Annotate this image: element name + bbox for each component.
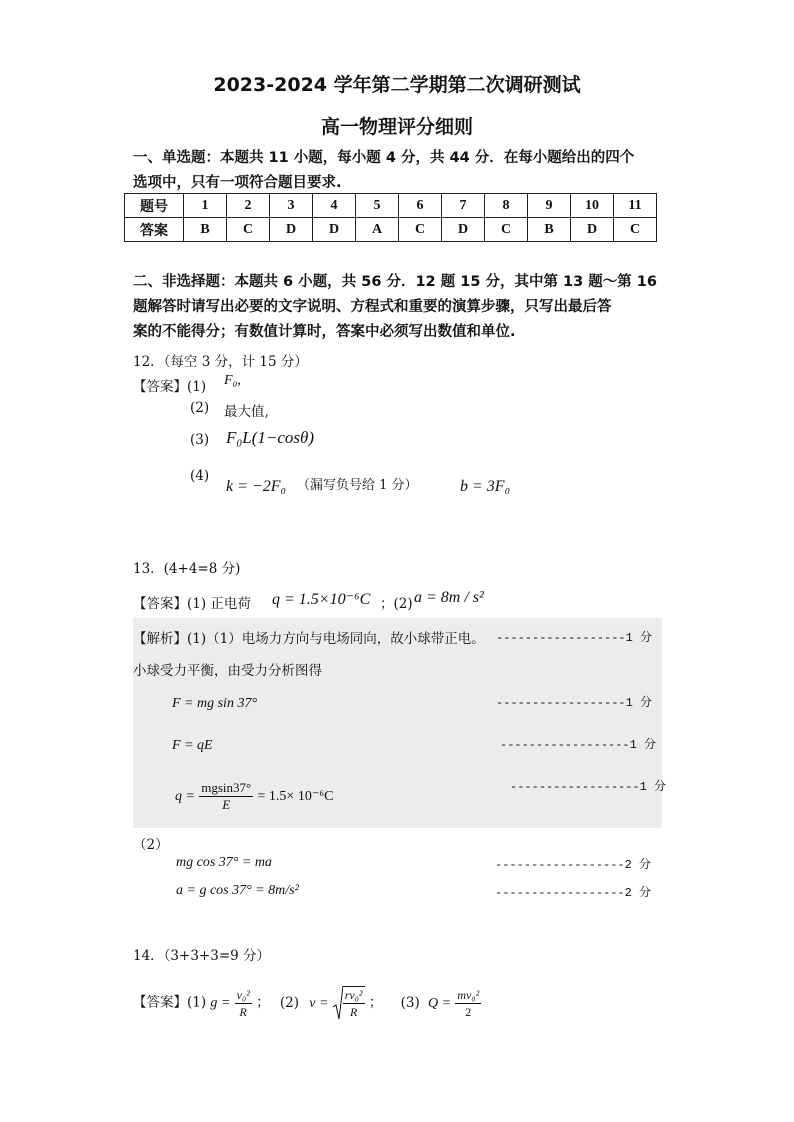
q13-eq3-left: q = [175,789,195,804]
q13-eq3-right: = 1.5× 10⁻⁶C [257,789,334,804]
q14-heading: 14．（3+3+3=9 分） [133,948,271,964]
table-cell: 10 [571,194,614,218]
q12-note: （漏写负号给 1 分） [297,478,418,493]
section2-line2: 题解答时请写出必要的文字说明、方程式和重要的演算步骤，只写出最后答 [133,299,612,315]
q14-v-fraction [343,986,365,1020]
table-cell: 8 [485,194,528,218]
q13-answer-1: q = 1.5×10⁻⁶C [272,591,371,608]
q13-eq3-fraction [199,780,253,813]
q14-Q-denominator: 2 [465,1004,472,1019]
table-head-number: 题号 [125,194,184,218]
q14-v-denominator: R [349,1005,358,1019]
q12-num-4: (4) [190,468,210,484]
table-cell: C [614,218,657,242]
table-cell: 6 [399,194,442,218]
q13-score-eq4: ------------------2 分 [495,858,652,872]
table-cell: 3 [270,194,313,218]
q14-Q-left: Q = [428,995,452,1011]
q12-heading: 12．（每空 3 分，计 15 分） [133,354,308,370]
q13-score-1: ------------------1 分 [496,631,653,645]
q12-num-3: (3) [190,432,210,448]
table-cell: D [571,218,614,242]
q13-eq3 [175,780,333,813]
q14-g-denominator: R [239,1004,247,1019]
q13-score-eq2: ------------------1 分 [500,738,657,752]
exam-subtitle: 高一物理评分细则 [320,116,473,138]
table-cell: B [528,218,571,242]
table-head-answer: 答案 [125,218,184,242]
q13-sep: ；(2) [380,596,413,612]
q13-answer-label: 【答案】(1) 正电荷 [133,596,251,612]
table-cell: D [313,218,356,242]
q14-g-fraction [235,987,252,1020]
table-cell: D [270,218,313,242]
sqrt-icon [333,985,343,1021]
section1-line2: 选项中，只有一项符合题目要求. [133,175,342,191]
q12-answer-label: 【答案】(1) [133,379,207,395]
table-cell: 4 [313,194,356,218]
q12-answer-2: 最大值, [224,404,269,420]
q12-answer-k: k = −2F₀ [226,478,287,495]
table-cell: B [184,218,227,242]
table-cell: A [356,218,399,242]
section1-instructions [133,146,663,196]
table-cell: 7 [442,194,485,218]
q14-answer-label: 【答案】(1) [133,994,207,1011]
q12-answer-3: F₀L(1−cosθ) [226,428,315,447]
q12-num-2: (2) [190,400,210,416]
q13-answer-2: a = 8m / s² [414,589,484,606]
q13-eq3-numerator: mgsin37° [201,780,252,795]
q14-part3: (3) [400,994,420,1011]
q13-score-eq1: ------------------1 分 [496,696,653,710]
table-row-numbers [125,194,657,218]
q14-v-numerator: rv₀² [344,988,363,1002]
q14-answer-row [133,985,481,1021]
table-cell: 9 [528,194,571,218]
q14-sep1: ； [256,994,270,1011]
section1-line1: 一、单选题：本题共 11 小题，每小题 4 分，共 44 分．在每小题给出的四个 [133,150,635,166]
table-cell: 5 [356,194,399,218]
table-cell: 2 [227,194,270,218]
q14-v-left: v = [309,995,329,1011]
q13-score-eq5: ------------------2 分 [495,886,652,900]
q14-part2: (2) [279,994,299,1011]
q13-analysis-label: 【解析】(1)（1）电场力方向与电场同向，故小球带正电。 [133,631,485,647]
q14-g-left: g = [210,995,231,1011]
q13-part2: （2） [133,837,169,853]
q13-eq1: F = mg sin 37° [172,696,258,711]
table-cell: C [227,218,270,242]
q14-g-numerator: v₀² [236,987,250,1002]
q14-sep2: ； [368,994,383,1011]
exam-title: 2023-2024 学年第二学期第二次调研测试 [213,74,581,96]
q14-Q-fraction [455,987,481,1020]
q12-answer-b: b = 3F₀ [460,478,511,495]
answer-table [124,193,657,242]
q13-heading: 13．(4+4=8 分) [133,561,241,577]
q14-Q-numerator: mv₀² [457,987,480,1002]
section2-line3: 案的不能得分；有数值计算时，答案中必须写出数值和单位. [133,324,516,340]
section2-instructions [133,270,663,345]
q13-score-eq3: ------------------1 分 [510,780,667,794]
table-cell: C [485,218,528,242]
table-row-answers [125,218,657,242]
q12-answer-1: F₀, [224,373,241,388]
q13-eq2: F = qE [172,738,213,753]
table-cell: 1 [184,194,227,218]
q13-eq4: mg cos 37° = ma [176,855,272,870]
table-cell: D [442,218,485,242]
q13-eq3-denominator: E [222,797,231,812]
table-cell: C [399,218,442,242]
section2-line1: 二、非选择题：本题共 6 小题，共 56 分．12 题 15 分，其中第 13 题～第 16 [133,274,657,290]
q13-eq5: a = g cos 37° = 8m/s² [176,883,299,898]
q13-analysis-line2: 小球受力平衡，由受力分析图得 [133,663,322,679]
table-cell: 11 [614,194,657,218]
